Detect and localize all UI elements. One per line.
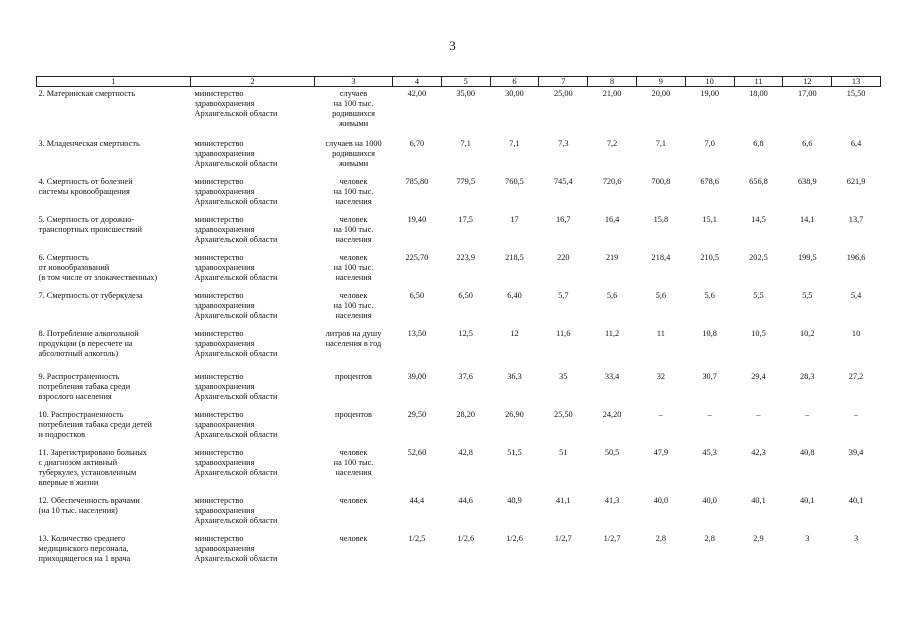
column-number-header: 7 [539,77,588,87]
year-value-cell: 24,20 [602,409,622,419]
unit-of-measure [315,327,393,370]
responsible-ministry-line: Архангельской области [194,196,278,206]
indicator-name-line: 4. Смертность от болезней [38,176,133,186]
year-value-cell: 5,4 [850,290,862,300]
year-value-cell: 2,8 [704,533,715,543]
indicator-name [37,494,191,532]
column-number-header: 6 [490,77,539,87]
year-value-cell: 19,40 [407,214,427,224]
year-value-cell: 33,4 [604,371,620,381]
year-value-cell: 7,3 [558,138,569,148]
indicator-name-line: и подростков [38,429,86,439]
column-number-header: 12 [783,77,832,87]
column-number-header: 5 [441,77,490,87]
year-value-cell: 30,7 [702,371,717,381]
year-value-cell: 11,6 [556,328,571,338]
year-value-cell: 10,5 [751,328,766,338]
unit-of-measure [315,213,393,251]
year-value-cell: 20,00 [651,89,671,98]
table-row [37,327,881,370]
table-row [37,87,881,137]
table-row [37,408,881,446]
year-value-cell: 199,5 [797,252,817,262]
unit-of-measure-line: родившихся [332,148,375,158]
indicator-name-line: (на 10 тыс. населения) [38,505,118,515]
year-value-cell: 52,60 [407,447,427,457]
indicator-name-line: 8. Потребление алкогольной [38,328,139,338]
indicator-name-line: абсолютный алкоголь) [38,348,119,358]
responsible-ministry-line: Архангельской области [194,429,278,439]
unit-of-measure-line: на 100 тыс. [333,224,374,234]
unit-of-measure-line: человек [339,447,368,457]
responsible-ministry-line: министерство [194,176,244,186]
responsible-ministry-line: здравоохранения [194,457,255,467]
unit-of-measure [315,494,393,532]
responsible-ministry-line: Архангельской области [194,553,278,563]
table-row [37,532,881,572]
responsible-ministry [191,137,315,175]
responsible-ministry [191,289,315,327]
unit-of-measure-line: на 100 тыс. [333,457,374,467]
year-value-cell: 196,6 [846,252,866,262]
responsible-ministry-line: министерство [194,138,244,148]
column-number-row [37,77,881,87]
year-value-cell: 11,2 [604,328,620,338]
indicator-name-line: системы кровообращения [38,186,130,196]
year-value-cell: 12,5 [458,328,473,338]
column-number-header: 8 [588,77,637,87]
indicator-name-line: продукции (в пересчете на [38,338,133,348]
unit-of-measure [315,251,393,289]
year-value-cell: 5,6 [704,290,715,300]
year-value-cell: 6,40 [507,290,522,300]
indicators-table [36,76,881,572]
indicator-name-line: транспортных происшествий [38,224,142,234]
year-value-cell: 13,50 [407,328,427,338]
indicator-name [37,175,191,213]
responsible-ministry [191,87,315,137]
year-value-cell: 2,8 [655,533,667,543]
responsible-ministry-line: Архангельской области [194,272,278,282]
year-value-cell: – [805,409,810,419]
table-row [37,137,881,175]
year-value-cell: – [853,409,859,419]
year-value-cell: 11 [656,328,665,338]
indicator-name-line: 7. Смертность от туберкулеза [38,290,143,300]
year-value-cell: 17,5 [458,214,473,224]
year-value-cell: 35,00 [456,89,476,98]
unit-of-measure-line: человек [339,214,368,224]
unit-of-measure [315,408,393,446]
unit-of-measure-line: населения [335,272,372,282]
year-value-cell: 14,1 [800,214,815,224]
year-value-cell: 40,1 [848,495,864,505]
responsible-ministry-line: министерство [194,409,244,419]
indicator-name-line: 6. Смертность [38,252,89,262]
year-value-cell: 15,50 [846,89,866,98]
year-value-cell: 1/2,7 [603,533,621,543]
responsible-ministry [191,408,315,446]
year-value-cell: 2,9 [753,533,764,543]
indicator-name [37,251,191,289]
year-value-cell: 28,20 [456,409,476,419]
responsible-ministry [191,494,315,532]
responsible-ministry [191,370,315,408]
unit-of-measure-line: на 100 тыс. [333,300,374,310]
year-value-cell: 219 [605,252,619,262]
responsible-ministry-line: здравоохранения [194,300,255,310]
table-row [37,494,881,532]
unit-of-measure-line: населения [335,310,372,320]
year-value-cell: 1/2,5 [408,533,426,543]
year-value-cell: 1/2,6 [506,533,523,543]
unit-of-measure-line: населения [335,234,372,244]
year-value-cell: 29,50 [407,409,427,419]
year-value-cell: 25,50 [553,409,573,419]
year-value-cell: 21,00 [602,89,622,98]
indicator-name [37,532,191,572]
year-value-cell: 6,50 [409,290,425,300]
unit-of-measure [315,175,393,213]
year-value-cell: 15,1 [702,214,717,224]
unit-of-measure [315,289,393,327]
indicator-name-line: с диагнозом активный [38,457,118,467]
unit-of-measure-line: родившихся [332,109,375,119]
year-value-cell: 700,8 [651,176,671,186]
column-number-header: 9 [636,77,685,87]
unit-of-measure-line: на 100 тыс. [333,262,374,272]
year-value-cell: 50,5 [604,447,620,457]
unit-of-measure-line: населения [335,467,372,477]
year-value-cell: – [756,409,761,419]
indicator-name-line: потребления табака среди детей [38,419,152,429]
indicator-name-line: 3. Младенческая смертность [38,138,140,148]
responsible-ministry-line: здравоохранения [194,262,255,272]
indicator-name-line: 10. Распространенность [38,409,124,419]
table-row [37,213,881,251]
indicator-name-line: впервые в жизни [38,477,99,487]
year-value-cell: 7,0 [704,138,715,148]
indicator-name [37,137,191,175]
responsible-ministry-line: Архангельской области [194,515,278,525]
year-value-cell: 656,8 [749,176,768,186]
year-value-cell: 760,5 [505,176,524,186]
year-value-cell: 40,8 [800,447,815,457]
year-value-cell: 40,0 [653,495,669,505]
year-value-cell: – [707,409,712,419]
year-value-cell: 44,4 [409,495,425,505]
year-value-cell: 6,50 [458,290,473,300]
year-value-cell: 7,1 [655,138,667,148]
year-value-cell: 35 [559,371,568,381]
responsible-ministry-line: Архангельской области [194,348,278,358]
year-value-cell: 225,70 [405,252,429,262]
indicator-name-line: 2. Материнская смертность [38,89,136,98]
responsible-ministry-line: здравоохранения [194,148,255,158]
year-value-cell: 3 [805,533,810,543]
responsible-ministry-line: Архангельской области [194,158,278,168]
indicator-name-line: потребления табака среди [38,381,131,391]
year-value-cell: 5,5 [753,290,764,300]
responsible-ministry-line: министерство [194,371,244,381]
responsible-ministry-line: здравоохранения [194,381,255,391]
year-value-cell: 745,4 [553,176,573,186]
indicator-name [37,289,191,327]
indicator-name [37,408,191,446]
table-row [37,446,881,494]
year-value-cell: 678,6 [700,176,720,186]
unit-of-measure-line: живыми [338,119,369,129]
year-value-cell: 32 [656,371,666,381]
year-value-cell: 10,2 [800,328,815,338]
unit-of-measure-line: случаев [339,89,368,98]
year-value-cell: 41,3 [604,495,620,505]
unit-of-measure-line: человек [339,252,368,262]
year-value-cell: 5,5 [802,290,813,300]
column-number-header: 3 [315,77,393,87]
unit-of-measure [315,370,393,408]
indicator-name [37,327,191,370]
responsible-ministry-line: здравоохранения [194,186,255,196]
year-value-cell: 6,70 [409,138,425,148]
indicator-name-line: от новообразований [38,262,110,272]
year-value-cell: 42,00 [407,89,427,98]
indicator-name-line: 13. Количество среднего [38,533,126,543]
year-value-cell: 40,1 [800,495,815,505]
year-value-cell: 16,4 [604,214,620,224]
column-number-header: 13 [832,77,881,87]
year-value-cell: 14,5 [751,214,766,224]
indicator-name-line: 5. Смертность от дорожно- [38,214,135,224]
year-value-cell: 5,6 [655,290,667,300]
responsible-ministry-line: Архангельской области [194,234,278,244]
year-value-cell: 223,9 [456,252,476,262]
responsible-ministry-line: министерство [194,328,244,338]
indicator-name [37,213,191,251]
responsible-ministry-line: здравоохранения [194,505,255,515]
responsible-ministry-line: здравоохранения [194,543,255,553]
column-number-header: 11 [734,77,783,87]
column-number-header: 10 [685,77,734,87]
year-value-cell: 6,8 [753,138,764,148]
unit-of-measure-line: человек [339,176,368,186]
year-value-cell: 18,00 [749,89,768,98]
year-value-cell: 12 [510,328,519,338]
indicator-name [37,446,191,494]
year-value-cell: 40,0 [702,495,717,505]
unit-of-measure-line: на 100 тыс. [333,186,374,196]
year-value-cell: 29,4 [751,371,766,381]
indicator-name-line: 12. Обеспеченность врачами [38,495,140,505]
year-value-cell: – [658,409,663,419]
year-value-cell: 638,9 [797,176,817,186]
year-value-cell: 26,90 [505,409,524,419]
responsible-ministry-line: министерство [194,447,244,457]
responsible-ministry-line: здравоохранения [194,99,255,109]
unit-of-measure-line: процентов [335,371,372,381]
responsible-ministry [191,327,315,370]
unit-of-measure-line: человек [339,290,368,300]
responsible-ministry-line: министерство [194,495,244,505]
year-value-cell: 779,5 [456,176,476,186]
responsible-ministry [191,251,315,289]
column-number-header: 1 [37,77,191,87]
unit-of-measure [315,532,393,572]
year-value-cell: 45,3 [702,447,717,457]
table-row [37,251,881,289]
unit-of-measure-line: человек [339,533,368,543]
responsible-ministry-line: здравоохранения [194,338,255,348]
year-value-cell: 1/2,6 [457,533,475,543]
unit-of-measure [315,87,393,137]
table-row [37,175,881,213]
year-value-cell: 785,80 [405,176,429,186]
responsible-ministry-line: Архангельской области [194,467,278,477]
year-value-cell: 10,8 [702,328,717,338]
unit-of-measure-line: литров на душу [325,328,382,338]
year-value-cell: 6,6 [802,138,813,148]
column-number-header: 2 [191,77,315,87]
responsible-ministry-line: Архангельской области [194,310,278,320]
year-value-cell: 40,1 [751,495,766,505]
year-value-cell: 720,6 [602,176,622,186]
indicator-name-line: туберкулез, установленным [38,467,137,477]
column-number-header: 4 [393,77,442,87]
year-value-cell: 30,00 [505,89,524,98]
responsible-ministry-line: здравоохранения [194,224,255,234]
indicator-name-line: (в том числе от злокачественных) [38,272,158,282]
responsible-ministry-line: министерство [194,214,244,224]
year-value-cell: 10 [851,328,861,338]
year-value-cell: 210,5 [700,252,720,262]
responsible-ministry-line: министерство [194,89,244,98]
year-value-cell: 41,1 [556,495,571,505]
table-row [37,370,881,408]
year-value-cell: 40,9 [507,495,522,505]
year-value-cell: 621,9 [846,176,866,186]
year-value-cell: 51 [559,447,568,457]
year-value-cell: 202,5 [749,252,768,262]
unit-of-measure-line: человек [339,495,368,505]
responsible-ministry-line: Архангельской области [194,109,278,119]
unit-of-measure-line: населения в год [325,338,382,348]
responsible-ministry-line: министерство [194,252,244,262]
responsible-ministry [191,446,315,494]
year-value-cell: 1/2,7 [554,533,572,543]
year-value-cell: 37,6 [458,371,473,381]
year-value-cell: 7,2 [606,138,618,148]
year-value-cell: 19,00 [700,89,720,98]
year-value-cell: 7,1 [460,138,471,148]
year-value-cell: 42,8 [458,447,473,457]
indicator-name-line: 11. Зарегистрировано больных [38,447,147,457]
year-value-cell: 218,5 [505,252,524,262]
year-value-cell: 5,6 [606,290,618,300]
year-value-cell: 28,3 [800,371,815,381]
year-value-cell: 39,4 [848,447,864,457]
unit-of-measure-line: процентов [335,409,372,419]
indicator-name-line: 9. Распространенность [38,371,120,381]
year-value-cell: 15,8 [653,214,669,224]
responsible-ministry [191,213,315,251]
indicator-name-line: взрослого населения [38,391,112,401]
year-value-cell: 5,7 [558,290,569,300]
responsible-ministry-line: Архангельской области [194,391,278,401]
responsible-ministry-line: министерство [194,290,244,300]
year-value-cell: 39,00 [407,371,427,381]
year-value-cell: 218,4 [651,252,671,262]
responsible-ministry [191,175,315,213]
year-value-cell: 13,7 [848,214,864,224]
responsible-ministry-line: министерство [194,533,244,543]
year-value-cell: 16,7 [556,214,571,224]
year-value-cell: 6,4 [850,138,862,148]
year-value-cell: 220 [557,252,570,262]
unit-of-measure-line: живыми [338,158,369,168]
unit-of-measure [315,137,393,175]
unit-of-measure-line: на 100 тыс. [333,99,374,109]
year-value-cell: 25,00 [553,89,573,98]
responsible-ministry [191,532,315,572]
responsible-ministry-line: здравоохранения [194,419,255,429]
page-number: 3 [449,38,456,53]
year-value-cell: 3 [853,533,859,543]
indicator-name-line: медицинского персонала, [38,543,129,553]
year-value-cell: 17 [510,214,519,224]
year-value-cell: 42,3 [751,447,766,457]
year-value-cell: 36,3 [507,371,522,381]
unit-of-measure [315,446,393,494]
table-row [37,289,881,327]
year-value-cell: 17,00 [797,89,817,98]
year-value-cell: 51,5 [507,447,522,457]
year-value-cell: 7,1 [509,138,520,148]
indicator-name-line: приходящегося на 1 врача [38,553,131,563]
year-value-cell: 47,9 [653,447,669,457]
indicator-name [37,87,191,137]
year-value-cell: 27,2 [848,371,864,381]
indicator-name [37,370,191,408]
unit-of-measure-line: случаев на 1000 [325,138,382,148]
unit-of-measure-line: населения [335,196,372,206]
year-value-cell: 44,6 [458,495,473,505]
